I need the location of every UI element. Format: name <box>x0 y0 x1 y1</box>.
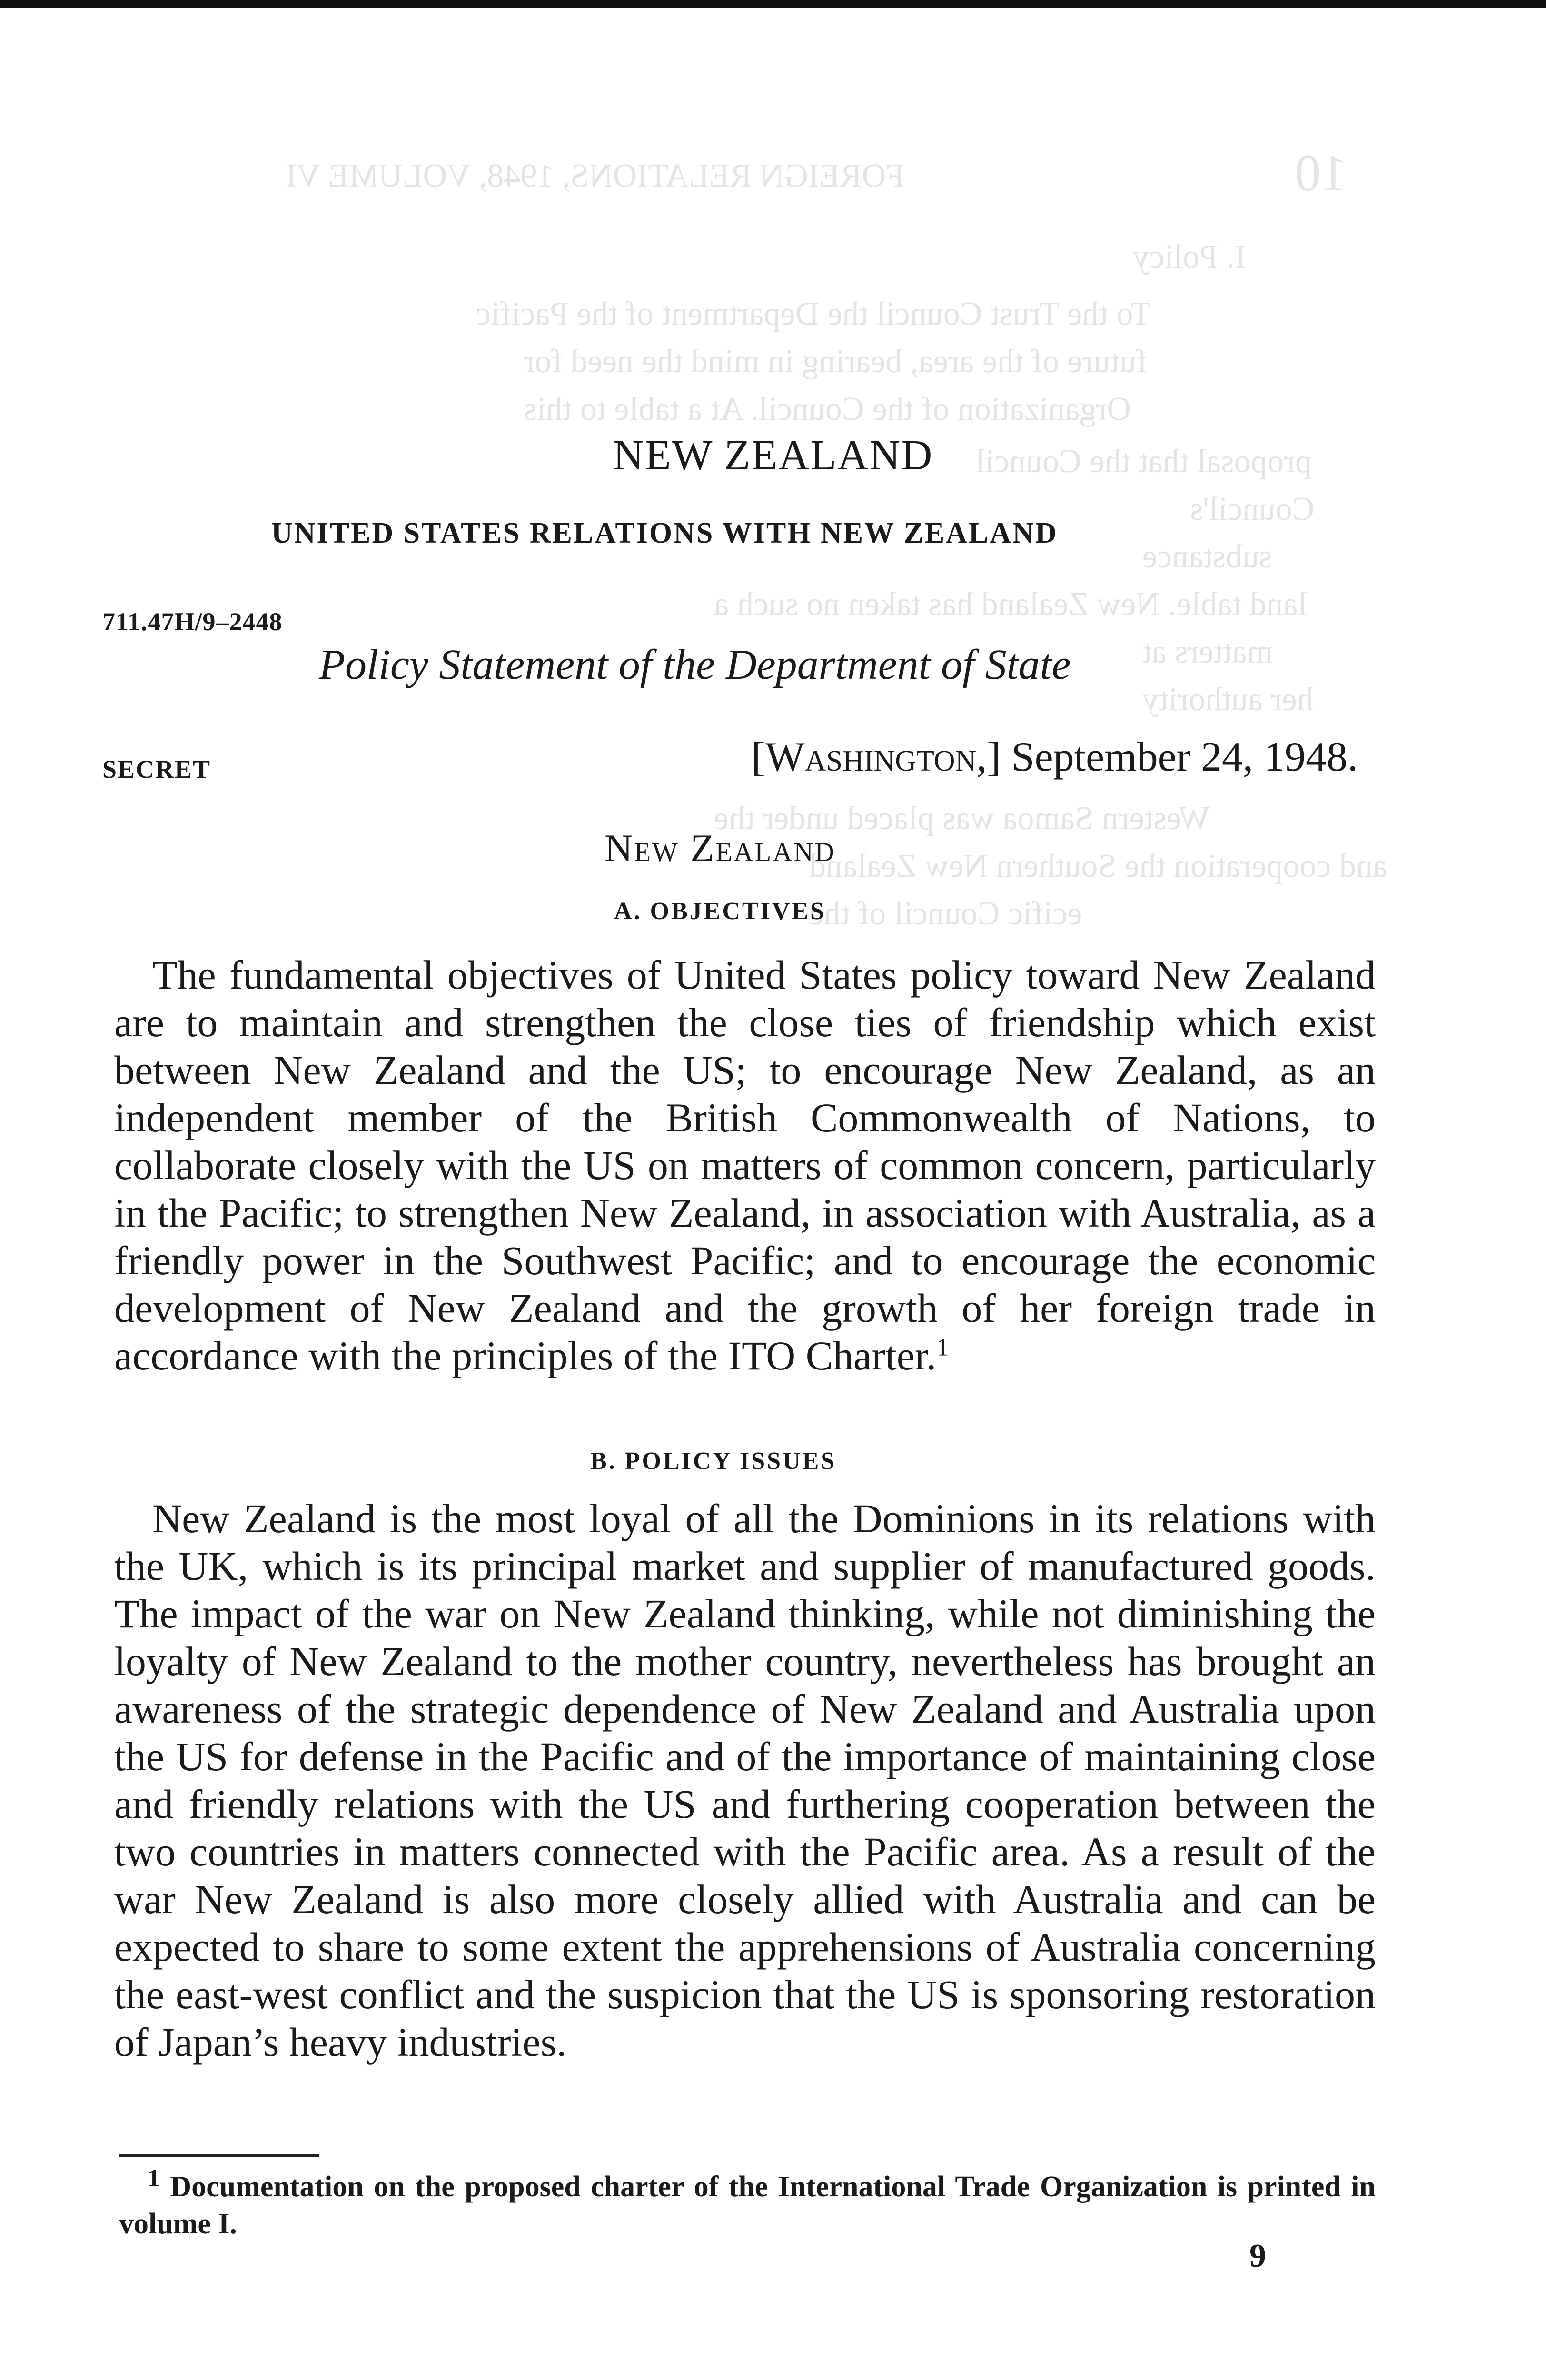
bleed-through-line: land table. New Zealand has taken no such a <box>714 586 1307 623</box>
footnote <box>119 2164 1376 2242</box>
bleed-through-line: Western Samoa was placed under the <box>714 800 1210 837</box>
page-top-border <box>0 0 1546 8</box>
topic-heading: UNITED STATES RELATIONS WITH NEW ZEALAND <box>271 517 1058 549</box>
bleed-through-line: Council's <box>1190 491 1315 527</box>
bleed-through-line: I. Policy <box>1133 238 1246 275</box>
page-number: 9 <box>1249 2238 1266 2274</box>
objectives-paragraph <box>114 951 1376 1379</box>
bleed-through-line: substance <box>1142 538 1272 575</box>
bleed-through-line: ecific Council of the <box>809 895 1082 932</box>
bleed-through-line: FOREIGN RELATIONS, 1948, VOLUME VI <box>286 158 905 194</box>
footnote-rule <box>119 2154 319 2157</box>
classification-label: SECRET <box>102 755 211 783</box>
file-number: 711.47H/9–2448 <box>102 607 283 636</box>
bleed-through-header: 10 <box>1295 144 1347 202</box>
section-heading-policy-issues: B. POLICY ISSUES <box>590 1448 837 1475</box>
footnote-marker: 1 <box>148 2164 160 2192</box>
bleed-through-line: To the Trust Council the Department of the Pacific <box>476 296 1151 332</box>
document-title: Policy Statement of the Department of State <box>319 641 1071 688</box>
bleed-through-line: Organization of the Council. At a table to this <box>524 391 1131 427</box>
section-heading-objectives: A. OBJECTIVES <box>614 898 826 925</box>
dateline <box>751 733 1358 781</box>
objectives-text: The fundamental objectives of United States policy toward New Zealand are to maintain and strengthen the close ties of friendship which exist between New Zealand and the US; to encourage New Zealand, as an independent member of the British Commonwealth of Nations, to collaborate closely with the US on matters of common concern, particularly in the Pacific; to strengthen New Zealand, in association with Australia, as a friendly power in the Southwest Pacific; and to encourage the economic development of New Zealand and the growth of her foreign trade in accordance with the principles of the ITO Charter. <box>114 952 1376 1378</box>
footnote-reference: 1 <box>936 1334 949 1361</box>
document-heading: New Zealand <box>605 826 836 870</box>
dateline-place: [Washington,] <box>751 734 1001 780</box>
country-heading: NEW ZEALAND <box>613 432 933 479</box>
dateline-date: September 24, 1948. <box>1011 734 1358 780</box>
policy-issues-paragraph: New Zealand is the most loyal of all the Dominions in its relations with the UK, which is its principal market and supplier of manufactured goods. The impact of the war on New Zealand thinking, while not diminishing the loyalty of New Zealand to the mother country, nevertheless has brought an awareness of the strategic dependence of New Zealand and Australia upon the US for defense in the Pacific and of the importance of maintaining close and friendly relations with the US and furthering cooperation between the two countries in matters connected with the Pacific area. As a result of the war New Zealand is also more closely allied with Australia and can be expected to share to some extent the apprehensions of Australia concerning the east-west conflict and the suspicion that the US is sponsoring restoration of Japan’s heavy industries. <box>114 1496 1376 2065</box>
bleed-through-line: her authority <box>1142 681 1314 718</box>
footnote-text: Documentation on the proposed charter of the International Trade Organization is printed in volume I. <box>119 2171 1376 2240</box>
bleed-through-line: future of the area, bearing in mind the need for <box>524 343 1148 380</box>
bleed-through-line: and cooperation the Southern New Zealand <box>809 848 1387 884</box>
bleed-through-line: proposal that the Council <box>976 443 1312 480</box>
bleed-through-line: matters at <box>1142 634 1273 670</box>
